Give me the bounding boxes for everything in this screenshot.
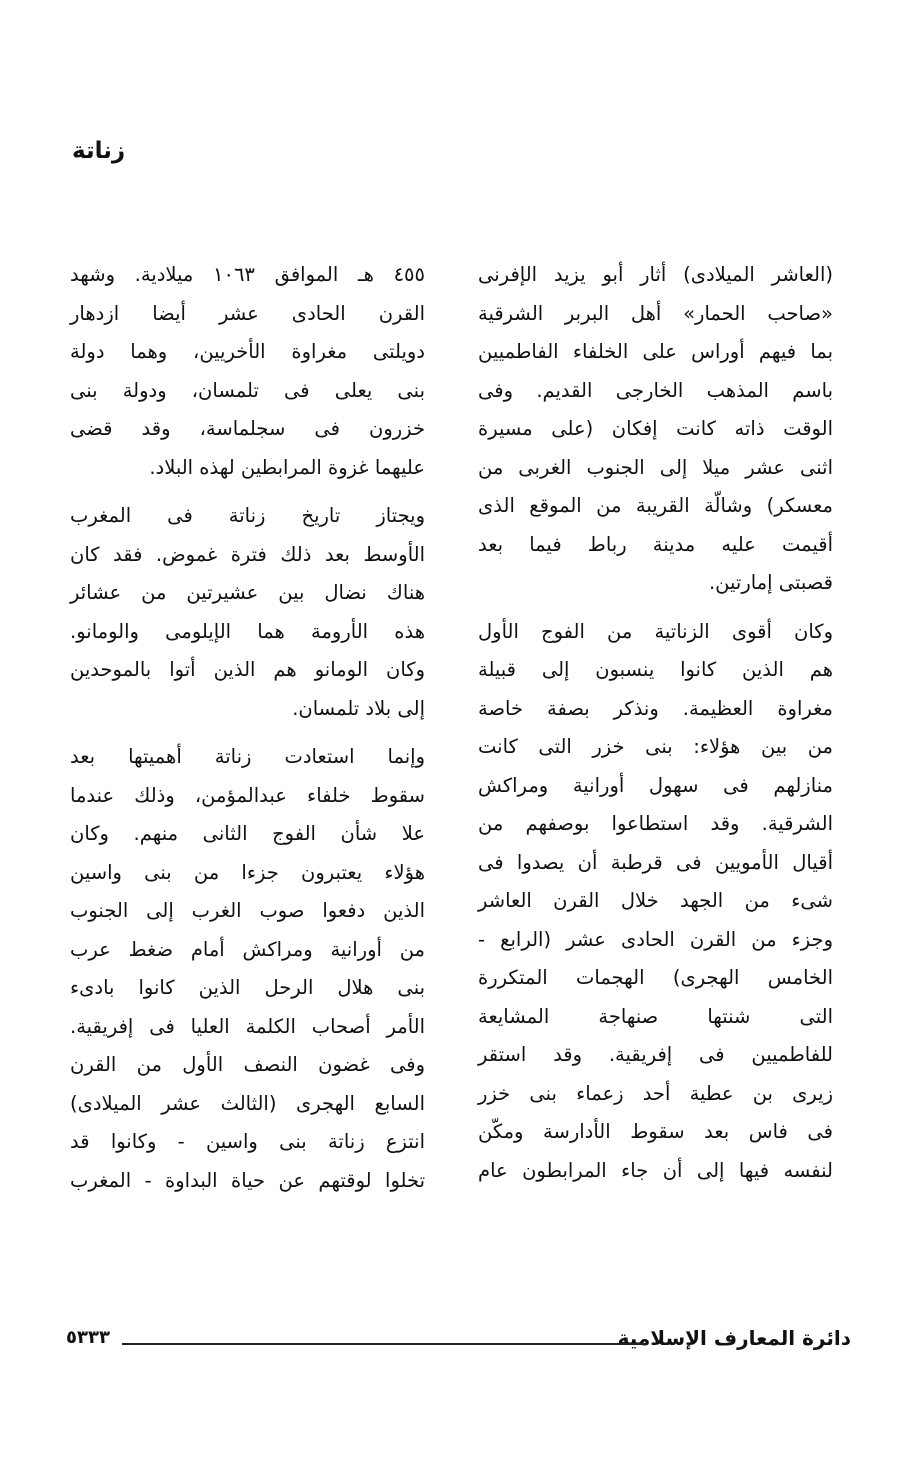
text-line: عليهما غزوة المرابطين لهذه البلاد. [149,455,425,479]
text-line: التى شنتها صنهاجة المشايعة [478,1004,833,1028]
text-line: معسكر) وشالّة القريبة من الموقع الذى [478,494,833,517]
text-line: من بين هؤلاء: بنى خزر التى كانت [478,735,833,758]
paragraph [70,256,425,487]
text-line: بنى يعلى فى تلمسان، ودولة بنى [70,378,425,402]
text-line: ٤٥٥ هـ الموافق ١٠٦٣ ميلادية. وشهد [70,263,425,286]
text-line: تخلوا لوقتهم عن حياة البداوة - المغرب [70,1168,425,1192]
text-line: دويلتى مغراوة الأخريين، وهما دولة [70,340,425,363]
text-line: وكان أقوى الزناتية من الفوج الأول [478,619,833,643]
text-line: منازلهم فى سهول أورانية ومراكش [478,773,833,797]
paragraph [478,613,833,1191]
text-line: وإنما استعادت زناتة أهميتها بعد [70,745,425,768]
text-line: فى فاس بعد سقوط الأدارسة ومكّن [478,1120,833,1143]
text-line: (العاشر الميلادى) أثار أبو يزيد الإفرنى [478,263,833,286]
footer-publication-title: دائرة المعارف الإسلامية [617,1326,851,1350]
text-line: زيرى بن عطية أحد زعماء بنى خزر [478,1081,833,1105]
text-line: الأوسط بعد ذلك فترة غموض. فقد كان [70,542,425,566]
text-line: اثنى عشر ميلا إلى الجنوب الغربى من [478,455,833,479]
running-head-title: زناتة [72,138,126,164]
text-line: بنى هلال الرحل الذين كانوا بادىء [70,976,425,999]
text-line: انتزع زناتة بنى واسين - وكانوا قد [70,1130,425,1153]
text-line: الوقت ذاته كانت إفكان (على مسيرة [478,417,833,440]
text-line: من أورانية ومراكش أمام ضغط عرب [70,937,425,961]
text-line: قصبتى إمارتين. [708,571,833,594]
text-line: هناك نضال بين عشيرتين من عشائر [70,581,425,604]
page-footer [0,1326,921,1366]
text-line: ويجتاز تاريخ زناتة فى المغرب [70,504,425,527]
text-line: وكان الومانو هم الذين أتوا بالموحدين [70,658,425,681]
text-line: أقيمت عليه مدينة رباط فيما بعد [478,532,833,556]
text-line: خزرون فى سجلماسة، وقد قضى [70,417,425,440]
paragraph [70,738,425,1200]
text-line: للفاطميين فى إفريقية. وقد استقر [478,1043,833,1066]
text-line: أقيال الأمويين فى قرطبة أن يصدوا فى [478,850,833,874]
text-line: الأمر أصحاب الكلمة العليا فى إفريقية. [70,1014,425,1038]
text-line: القرن الحادى عشر أيضا ازدهار [70,301,425,325]
text-line: «صاحب الحمار» أهل البربر الشرقية [478,301,833,325]
text-line: الشرقية. وقد استطاعوا بوصفهم من [478,812,833,835]
paragraph [478,256,833,603]
left-column [70,256,425,1200]
text-line: علا شأن الفوج الثانى منهم. وكان [70,822,425,845]
text-line: السابع الهجرى (الثالث عشر الميلادى) [70,1091,425,1115]
text-line: هذه الأرومة هما الإيلومى والومانو. [70,619,425,643]
footer-divider [122,1343,647,1345]
text-line: باسم المذهب الخارجى القديم. وفى [478,378,833,402]
text-line: سقوط خلفاء عبدالمؤمن، وذلك عندما [70,783,425,807]
text-line: لنفسه فيها إلى أن جاء المرابطون عام [478,1158,833,1182]
text-line: شىء من الجهد خلال القرن العاشر [478,889,833,912]
text-line: وجزء من القرن الحادى عشر (الرابع - [478,927,833,951]
text-line: مغراوة العظيمة. ونذكر بصفة خاصة [478,696,833,720]
text-line: بما فيهم أوراس على الخلفاء الفاطميين [478,340,833,363]
page-number: ٥٣٣٣ [66,1327,110,1348]
right-column [478,256,833,1190]
text-line: هم الذين كانوا ينسبون إلى قبيلة [478,658,833,681]
text-line: هؤلاء يعتبرون جزءا من بنى واسين [70,860,425,884]
text-line: إلى بلاد تلمسان. [292,696,425,720]
text-line: الخامس الهجرى) الهجمات المتكررة [478,966,833,989]
text-line: وفى غضون النصف الأول من القرن [70,1053,425,1076]
paragraph [70,497,425,728]
text-line: الذين دفعوا صوب الغرب إلى الجنوب [70,899,425,922]
